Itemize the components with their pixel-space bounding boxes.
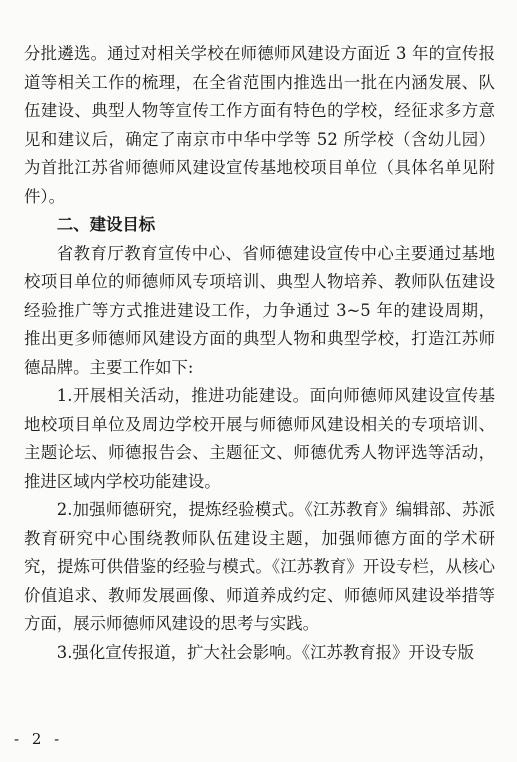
page-number: - 2 - bbox=[14, 730, 64, 748]
paragraph-item-2: 2.加强师德研究，提炼经验模式。《江苏教育》编辑部、苏派教育研究中心围绕教师队伍建设主题，加强师德方面的学术研究，提炼可供借鉴的经验与模式。《江苏教育》开设专栏，从核心价值追求、教师发展画像、师道养成约定、师德师风建设举措等方面，展示师德师风建设的思考与实践。 bbox=[24, 500, 495, 633]
section-heading-goals: 二、建设目标 bbox=[56, 215, 156, 234]
paragraph-item-3: 3.强化宣传报道，扩大社会影响。《江苏教育报》开设专版 bbox=[56, 642, 474, 662]
paragraph-item-1: 1.开展相关活动，推进功能建设。面向师德师风建设宣传基地校项目单位及周边学校开展与师德师风建设相关的专项培训、主题论坛、师德报告会、主题征文、师德优秀人物评选等活动，推进区域内学校功能建设。 bbox=[24, 386, 495, 491]
paragraph-selection: 分批遴选。通过对相关学校在师德师风建设方面近 3 年的宣传报道等相关工作的梳理，在全省范围内推选出一批在内涵发展、队伍建设、典型人物等宣传工作方面有特色的学校，经征求多方意见和建议后，确定了南京市中华中学等 52 所学校（含幼儿园）为首批江苏省师德师风建设宣传基地校项目单位（具体名单见附件）。 bbox=[24, 44, 495, 206]
paragraph-goals-intro: 省教育厅教育宣传中心、省师德建设宣传中心主要通过基地校项目单位的师德师风专项培训、典型人物培养、教师队伍建设经验推广等方式推进建设工作，力争通过 3~5 年的建设周期，推出更多师德师风建设方面的典型人物和典型学校，打造江苏师德品牌。主要工作如下: bbox=[24, 243, 495, 377]
